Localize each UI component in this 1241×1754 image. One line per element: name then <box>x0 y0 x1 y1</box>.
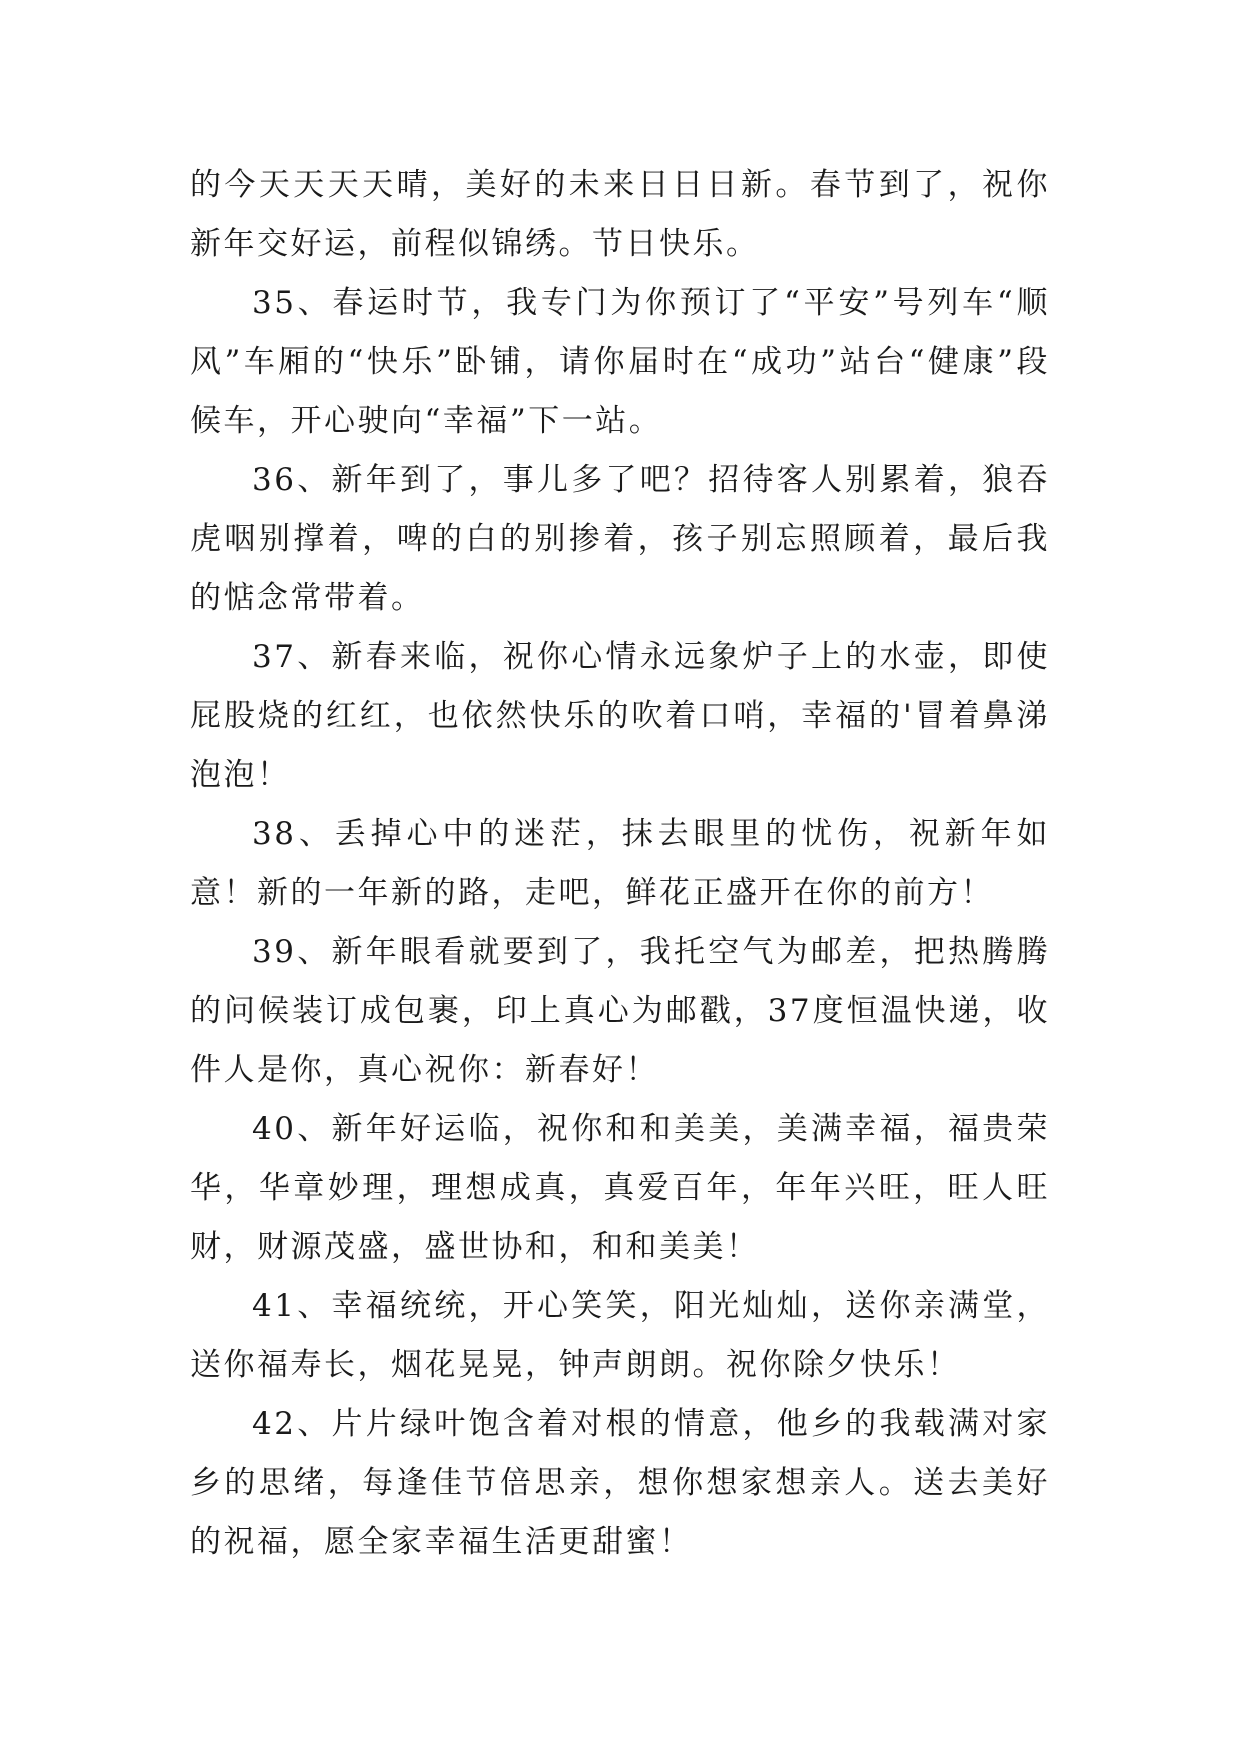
paragraph-40: 40、新年好运临，祝你和和美美，美满幸福，福贵荣华，华章妙理，理想成真，真爱百年，年年兴旺，旺人旺财，财源茂盛，盛世协和，和和美美！ <box>190 1111 1050 1265</box>
paragraph-42: 42、片片绿叶饱含着对根的情意，他乡的我载满对家乡的思绪，每逢佳节倍思亲，想你想家想亲人。送去美好的祝福，愿全家幸福生活更甜蜜！ <box>190 1406 1050 1560</box>
paragraph-37: 37、新春来临，祝你心情永远象炉子上的水壶，即使屁股烧的红红，也依然快乐的吹着口哨，幸福的'冒着鼻涕泡泡！ <box>190 639 1050 793</box>
paragraph-39: 39、新年眼看就要到了，我托空气为邮差，把热腾腾的问候装订成包裹，印上真心为邮戳，37度恒温快递，收件人是你，真心祝你：新春好！ <box>190 934 1050 1088</box>
paragraph-41: 41、幸福统统，开心笑笑，阳光灿灿，送你亲满堂，送你福寿长，烟花晃晃，钟声朗朗。祝你除夕快乐！ <box>190 1288 1050 1383</box>
paragraph-36: 36、新年到了，事儿多了吧？招待客人别累着，狼吞虎咽别撑着，啤的白的别掺着，孩子别忘照顾着，最后我的惦念常带着。 <box>190 462 1050 616</box>
paragraph-38: 38、丢掉心中的迷茫，抹去眼里的忧伤，祝新年如意！新的一年新的路，走吧，鲜花正盛开在你的前方！ <box>190 816 1050 911</box>
paragraph-continuation: 的今天天天天晴，美好的未来日日日新。春节到了，祝你新年交好运，前程似锦绣。节日快乐。 <box>190 167 1050 262</box>
document-body <box>190 156 1050 1572</box>
paragraph-35: 35、春运时节，我专门为你预订了“平安”号列车“顺风”车厢的“快乐”卧铺，请你届时在“成功”站台“健康”段候车，开心驶向“幸福”下一站。 <box>190 285 1050 439</box>
